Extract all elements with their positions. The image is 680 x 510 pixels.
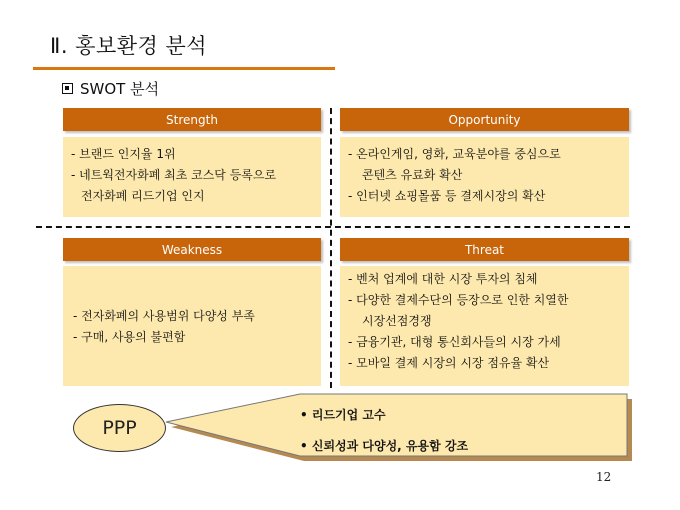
strength-line: - 네트웍전자화폐 최초 코스닥 등록으로 (71, 168, 277, 182)
threat-line: - 다양한 결제수단의 등장으로 인한 치열한 (348, 293, 569, 307)
weakness-line: - 전자화폐의 사용범위 다양성 부족 (73, 309, 255, 323)
threat-line: - 벤처 업계에 대한 시장 투자의 침체 (348, 272, 538, 286)
ppp-point: • 리드기업 고수 (300, 408, 386, 422)
threat-line: - 금융기관, 대형 통신회사들의 시장 가세 (348, 335, 561, 349)
weakness-line: - 구매, 사용의 불편함 (73, 330, 186, 344)
section-heading-text: SWOT 분석 (80, 80, 160, 98)
ppp-points (300, 400, 468, 462)
weakness-header: Weakness (63, 238, 321, 261)
ppp-oval: PPP (73, 404, 166, 452)
page-number: 12 (596, 470, 612, 484)
opportunity-line: - 온라인게임, 영화, 교육분야를 중심으로 (348, 147, 561, 161)
strength-line: 전자화폐 리드기업 인지 (81, 189, 205, 203)
opportunity-line: - 인터넷 쇼핑몰품 등 결제시장의 확산 (348, 189, 546, 203)
page-title: Ⅱ. 홍보환경 분석 (50, 34, 208, 58)
threat-line: 시장선점경쟁 (362, 314, 432, 328)
opportunity-line: 콘텐츠 유료화 확산 (362, 168, 463, 182)
ppp-point: • 신뢰성과 다양성, 유용함 강조 (300, 439, 469, 453)
strength-header: Strength (63, 108, 321, 131)
strength-line: - 브랜드 인지율 1위 (71, 147, 176, 161)
opportunity-header: Opportunity (340, 108, 629, 131)
threat-header: Threat (340, 238, 629, 261)
threat-line: - 모바일 결제 시장의 시장 점유율 확산 (348, 356, 550, 370)
